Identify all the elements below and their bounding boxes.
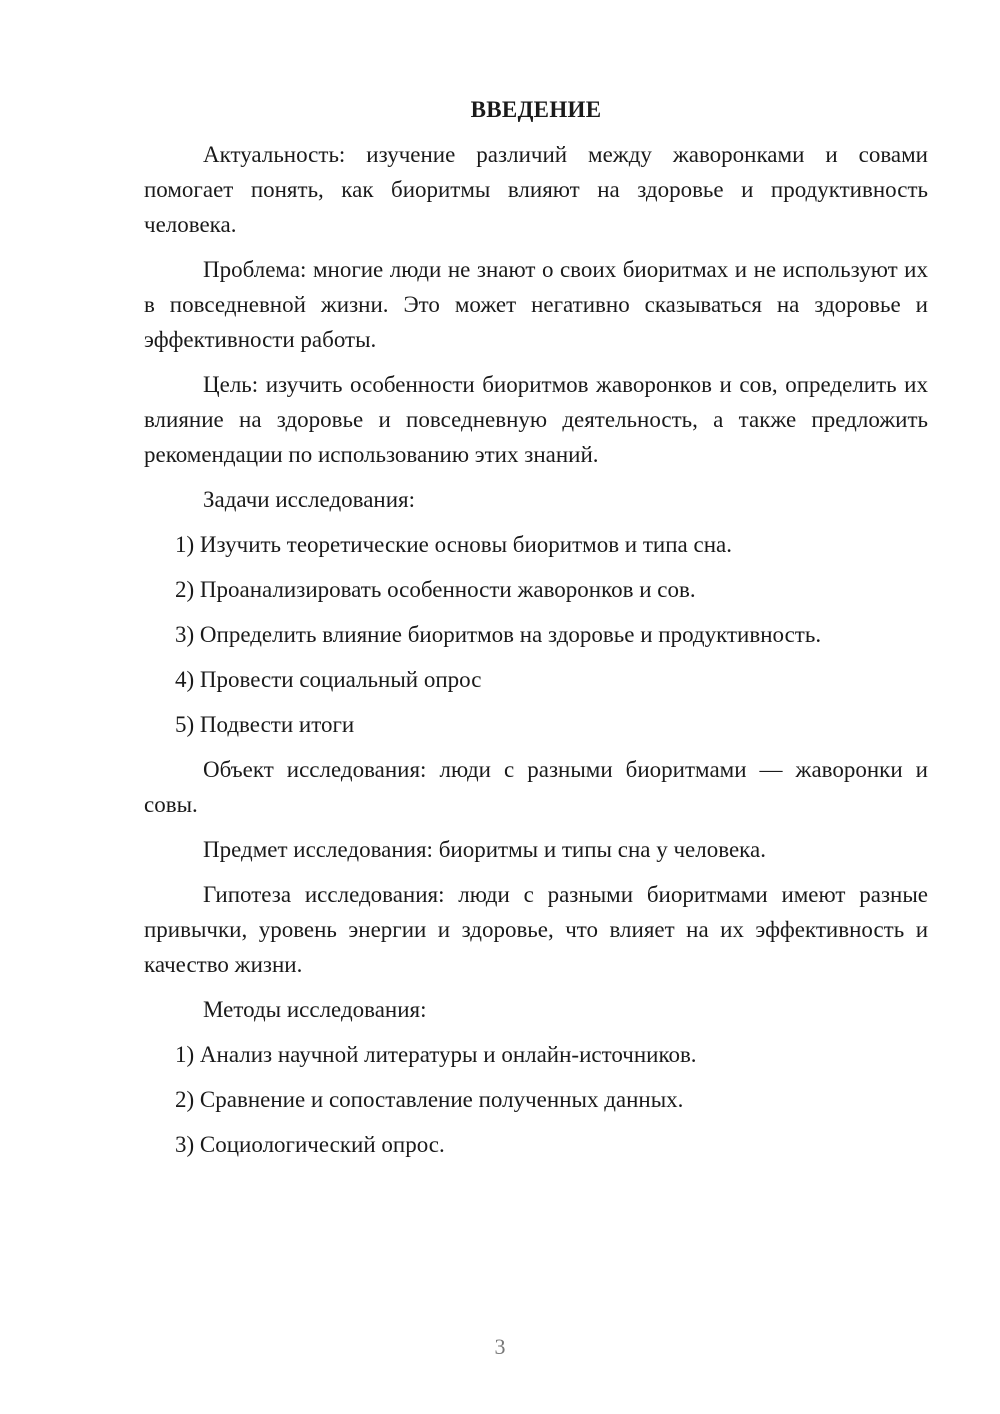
method-item-3: 3) Социологический опрос. [175,1132,445,1157]
paragraph-problem: Проблема: многие люди не знают о своих биоритмах и не используют их в повседневной жизни. Это может негативно сказываться на здоровье и эффективности работы. [144,257,928,352]
paragraph-relevance: Актуальность: изучение различий между жаворонками и совами помогает понять, как биоритмы влияют на здоровье и продуктивность человека. [144,142,928,237]
task-item-3: 3) Определить влияние биоритмов на здоровье и продуктивность. [175,622,822,647]
methods-heading: Методы исследования: [203,997,427,1022]
page-number: 3 [494,1334,506,1359]
paragraph-goal: Цель: изучить особенности биоритмов жаворонков и сов, определить их влияние на здоровье и повседневную деятельность, а также предложить рекомендации по использованию этих знаний. [144,372,928,467]
task-item-5: 5) Подвести итоги [175,712,355,737]
tasks-heading: Задачи исследования: [203,487,416,512]
paragraph-object: Объект исследования: люди с разными биоритмами — жаворонки и совы. [144,757,928,817]
method-item-2: 2) Сравнение и сопоставление полученных данных. [175,1087,684,1112]
page-title: ВВЕДЕНИЕ [470,97,602,122]
document-body [144,92,928,1172]
task-item-2: 2) Проанализировать особенности жаворонков и сов. [175,577,696,602]
method-item-1: 1) Анализ научной литературы и онлайн-источников. [175,1042,697,1067]
task-item-1: 1) Изучить теоретические основы биоритмов и типа сна. [175,532,732,557]
task-item-4: 4) Провести социальный опрос [175,667,482,692]
paragraph-hypothesis: Гипотеза исследования: люди с разными биоритмами имеют разные привычки, уровень энергии и здоровье, что влияет на их эффективность и качество жизни. [144,882,928,977]
paragraph-subject: Предмет исследования: биоритмы и типы сна у человека. [203,837,766,862]
